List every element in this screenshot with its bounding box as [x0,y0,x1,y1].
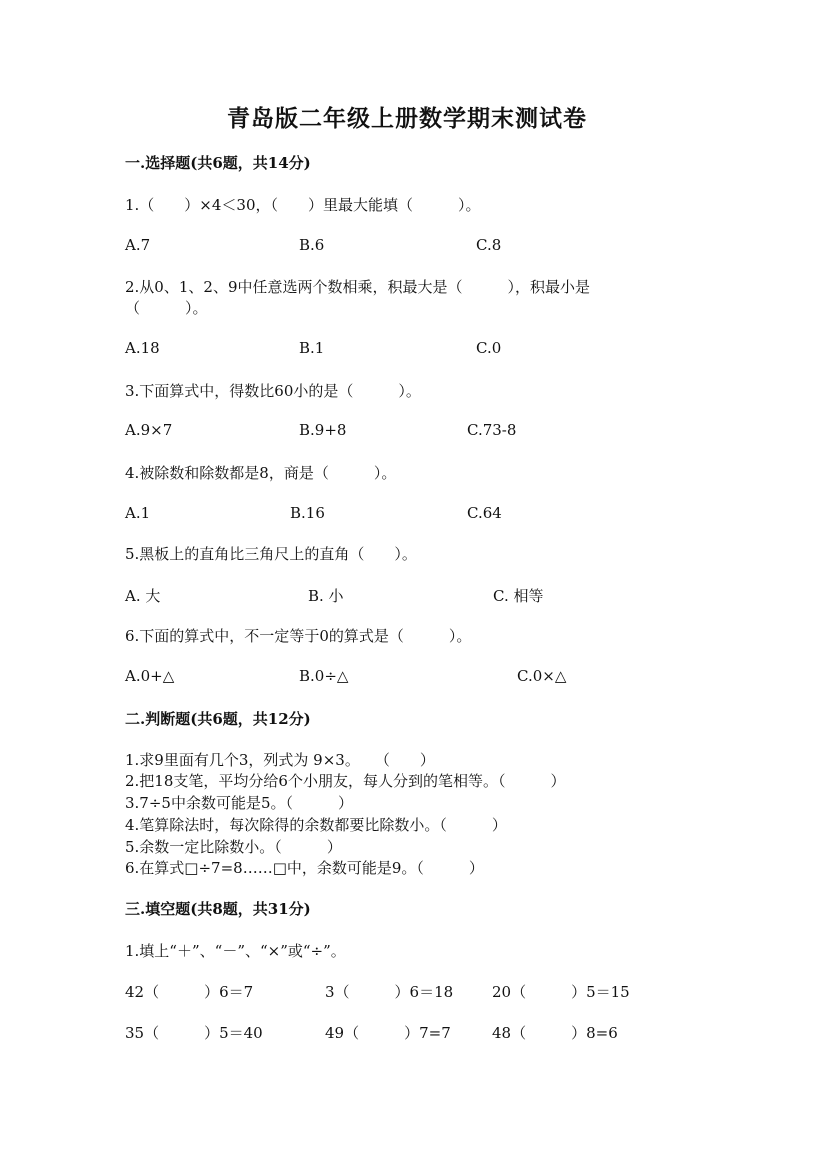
q2-option-b: B.1 [299,339,325,357]
judgement-item-1: 1.求9里面有几个3，列式为 9×3。 （ ） [125,751,435,769]
q4-option-a: A.1 [125,504,151,522]
q3-option-a: A.9×7 [125,421,173,439]
q3-option-c: C.73-8 [467,421,517,439]
question-5: 5.黑板上的直角比三角尺上的直角（ ）。 [125,545,417,563]
q2-option-a: A.18 [125,339,160,357]
fill-row1-expr3: 20（ ）5＝15 [492,983,630,1001]
q6-option-a: A.0+△ [125,667,175,685]
judgement-item-4: 4.笔算除法时，每次除得的余数都要比除数小。（ ） [125,816,507,834]
section-heading-judgement: 二.判断题(共6题，共12分) [125,710,311,728]
question-1: 1.（ ）×4＜30，（ ）里最大能填（ ）。 [125,196,481,214]
fill-row2-expr2: 49（ ）7=7 [325,1024,451,1042]
exam-title: 青岛版二年级上册数学期末测试卷 [227,105,587,132]
judgement-item-6: 6.在算式□÷7=8……□中，余数可能是9。（ ） [125,859,484,877]
q5-option-a: A. 大 [125,587,161,605]
q1-option-b: B.6 [299,236,325,254]
q1-option-a: A.7 [125,236,151,254]
q5-option-c: C. 相等 [493,587,544,605]
question-6: 6.下面的算式中，不一定等于0的算式是（ ）。 [125,627,472,645]
q2-option-c: C.0 [476,339,502,357]
q4-option-c: C.64 [467,504,502,522]
fill-row1-expr1: 42（ ）6＝7 [125,983,254,1001]
judgement-item-5: 5.余数一定比除数小。（ ） [125,838,342,856]
fill-row1-expr2: 3（ ）6＝18 [325,983,454,1001]
q4-option-b: B.16 [290,504,325,522]
q3-option-b: B.9+8 [299,421,347,439]
q6-option-b: B.0÷△ [299,667,349,685]
question-2-line2: （ ）。 [125,299,208,317]
q1-option-c: C.8 [476,236,502,254]
question-2-line1: 2.从0、1、2、9中任意选两个数相乘，积最大是（ ），积最小是 [125,278,590,296]
section-heading-choice: 一.选择题(共6题，共14分) [125,154,311,172]
q5-option-b: B. 小 [308,587,344,605]
question-4: 4.被除数和除数都是8，商是（ ）。 [125,464,397,482]
question-3: 3.下面算式中，得数比60小的是（ ）。 [125,382,421,400]
fill-row2-expr3: 48（ ）8=6 [492,1024,618,1042]
fill-question-1: 1.填上“＋”、“－”、“×”或“÷”。 [125,942,346,960]
q6-option-c: C.0×△ [517,667,567,685]
judgement-item-2: 2.把18支笔，平均分给6个小朋友，每人分到的笔相等。（ ） [125,772,566,790]
section-heading-fill-blank: 三.填空题(共8题，共31分) [125,900,311,918]
judgement-item-3: 3.7÷5中余数可能是5。（ ） [125,794,354,812]
fill-row2-expr1: 35（ ）5＝40 [125,1024,263,1042]
